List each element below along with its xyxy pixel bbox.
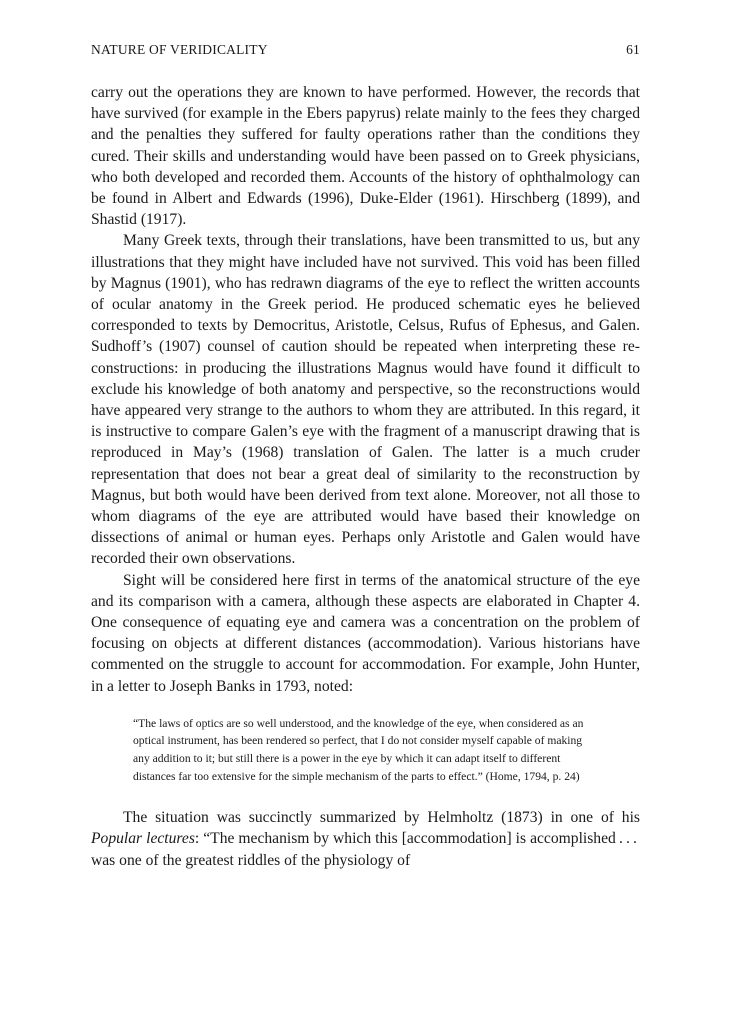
book-page — [91, 42, 640, 871]
paragraph-3: Sight will be considered here first in terms of the anatomical structure of the eye and its comparison with a camera, although these aspects are elaborated in Chapter 4. One consequence of equating eye and camera was a concentration on the problem of focusing on objects at different distances (accommodation). Various historians have commented on the struggle to account for accommodation. For example, John Hunter, in a letter to Joseph Banks in 1793, noted: — [91, 571, 640, 695]
paragraph-1: carry out the operations they are known to have performed. However, the records that have survived (for example in the Ebers papyrus) relate mainly to the fees they charged and the penalties they suffered for faulty operations rather than the conditions they cured. Their skills and understanding would have been passed on to Greek physicians, who both developed and recorded them. Accounts of the history of ophthalmology can be found in Albert and Edwards (1996), Duke-Elder (1961). Hirschberg (1899), and Shastid (1917). — [91, 84, 640, 229]
paragraph-4 — [91, 807, 640, 871]
paragraph-4-lead: The situation was succinctly summarized by Helmholtz (1873) in one of his — [123, 809, 640, 827]
running-head — [91, 42, 640, 64]
block-quote: “The laws of optics are so well understood, and the knowledge of the eye, when considered as an optical instrument, has been rendered so perfect, that I do not consider myself capable of making any addition to it; but still there is a power in the eye by which it can adapt itself to different distances far too extensive for the simple mechanism of the parts to effect.” (Home, 1794, p. 24) — [133, 716, 584, 783]
page-number: 61 — [626, 42, 640, 57]
paragraph-4-rest: : “The mechanism by which this [accommodation] is accomplished . . . was one of the greatest riddles of the physiology of — [91, 830, 640, 869]
body-text — [91, 82, 640, 871]
running-title: NATURE OF VERIDICALITY — [91, 42, 268, 57]
book-title-popular-lectures: Popular lectures — [91, 830, 195, 848]
paragraph-2: Many Greek texts, through their translations, have been transmitted to us, but any illustrations that they might have included have not survived. This void has been filled by Magnus (1901), who has redrawn diagrams of the eye to reflect the written accounts of ocular anatomy in the Greek period. He produced schematic eyes he believed corresponded to texts by Democritus, Aristotle, Celsus, Rufus of Ephesus, and Galen. Sudhoff’s (1907) counsel of caution should be repeated when interpreting these reconstructions: in producing the illustrations Magnus would have found it difficult to exclude his knowledge of both anatomy and perspective, so the reconstructions would have appeared very strange to the authors to whom they are attributed. In this regard, it is instructive to compare Galen’s eye with the fragment of a manuscript drawing that is reproduced in May’s (1968) translation of Galen. The latter is a much cruder representation that does not bear a great deal of similarity to the reconstruction by Magnus, but both would have been derived from text alone. Moreover, not all those to whom diagrams of the eye are attributed would have based their knowledge on dissections of animal or human eyes. Perhaps only Aristotle and Galen would have recorded their own observations. — [91, 232, 640, 568]
